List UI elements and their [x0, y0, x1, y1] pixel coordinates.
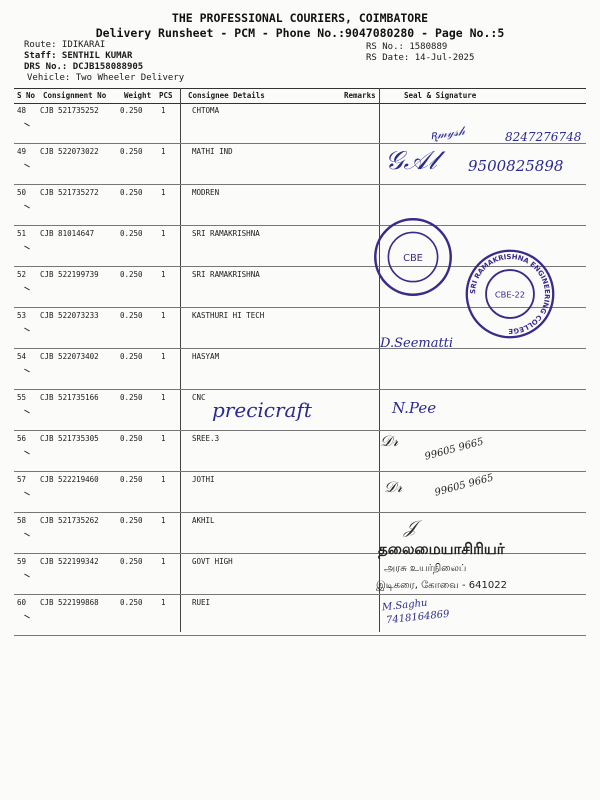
row-pcs: 1 — [161, 229, 166, 238]
row-pcs: 1 — [161, 557, 166, 566]
check-mark — [24, 205, 30, 209]
signature-49: 𝒢𝒜𝓁 — [385, 146, 437, 176]
route-label: Route: IDIKARAI — [24, 40, 106, 50]
row-pcs: 1 — [161, 147, 166, 156]
row-consignment-no: CJB 522073022 — [40, 147, 99, 156]
check-mark — [24, 164, 30, 168]
row-pcs: 1 — [161, 475, 166, 484]
row-sno: 54 — [17, 352, 27, 361]
col-weight: Weight — [124, 91, 152, 100]
row-sno: 48 — [17, 106, 27, 115]
signature-58: 𝒥 — [404, 517, 417, 538]
row-sno: 59 — [17, 557, 27, 566]
seal-college — [464, 248, 556, 340]
phone-48: 8247276748 — [505, 130, 582, 144]
row-weight: 0.250 — [120, 557, 143, 566]
row-pcs: 1 — [161, 106, 166, 115]
row-weight: 0.250 — [120, 147, 143, 156]
signature-57: 𝒟𝓇 — [384, 478, 403, 496]
stamp-school: அரசு உயர்நிலைப் — [384, 563, 467, 574]
check-mark — [24, 574, 30, 578]
row-consignment-no: CJB 521735305 — [40, 434, 99, 443]
row-pcs: 1 — [161, 598, 166, 607]
row-pcs: 1 — [161, 311, 166, 320]
number-56: 99605 9665 — [423, 436, 485, 463]
col-consignment: Consignment No — [43, 91, 107, 100]
col-seal: Seal & Signature — [404, 91, 477, 100]
row-consignment-no: CJB 521735252 — [40, 106, 99, 115]
row-pcs: 1 — [161, 393, 166, 402]
row-sno: 49 — [17, 147, 27, 156]
table-row — [14, 348, 586, 390]
check-mark — [24, 246, 30, 250]
seal-date: CBE-22 — [494, 289, 526, 300]
row-weight: 0.250 — [120, 270, 143, 279]
table-row — [14, 471, 586, 513]
row-pcs: 1 — [161, 352, 166, 361]
check-mark — [24, 287, 30, 291]
precicraft-note: precicraft — [212, 398, 312, 422]
row-weight: 0.250 — [120, 188, 143, 197]
row-weight: 0.250 — [120, 434, 143, 443]
rs-no-label: RS No.: 1580889 — [366, 42, 448, 52]
vehicle-label: Vehicle: Two Wheeler Delivery — [27, 73, 185, 83]
row-weight: 0.250 — [120, 229, 143, 238]
row-consignee: KASTHURI HI TECH — [192, 311, 265, 320]
name-54: D.Seematti — [380, 336, 454, 351]
table-row — [14, 594, 586, 636]
check-mark — [24, 615, 30, 619]
row-consignee: SRI RAMAKRISHNA — [192, 229, 260, 238]
col-sno: S No — [17, 91, 36, 100]
stamp-address: இடிகரை, கோவை - 641022 — [376, 580, 507, 591]
row-weight: 0.250 — [120, 311, 143, 320]
check-mark — [24, 410, 30, 414]
check-mark — [24, 369, 30, 373]
signature-60: M.Saghu — [381, 597, 428, 614]
rs-date-label: RS Date: 14-Jul-2025 — [366, 53, 475, 63]
row-sno: 55 — [17, 393, 27, 402]
row-consignment-no: CJB 521735166 — [40, 393, 99, 402]
row-consignee: SREE.3 — [192, 434, 220, 443]
row-sno: 50 — [17, 188, 27, 197]
row-consignee: JOTHI — [192, 475, 215, 484]
row-pcs: 1 — [161, 270, 166, 279]
row-pcs: 1 — [161, 516, 166, 525]
table-row — [14, 184, 586, 226]
row-consignment-no: CJB 522199868 — [40, 598, 99, 607]
seal-college-text: SRI RAMAKRISHNA ENGINEERING COLLEGE — [468, 252, 552, 335]
row-consignment-no: CJB 522073233 — [40, 311, 99, 320]
signature-55: N.Pee — [392, 399, 437, 417]
row-consignment-no: CJB 522073402 — [40, 352, 99, 361]
seal-stamp-round — [372, 216, 454, 298]
row-sno: 53 — [17, 311, 27, 320]
number-60: 7418164869 — [385, 608, 451, 627]
check-mark — [24, 451, 30, 455]
row-weight: 0.250 — [120, 393, 143, 402]
company-title: THE PROFESSIONAL COURIERS, COIMBATORE — [171, 11, 429, 25]
stamp-headmaster: தலைமையாசிரியர் — [378, 540, 505, 558]
row-consignee: HASYAM — [192, 352, 220, 361]
row-consignee: CHTOMA — [192, 106, 220, 115]
row-consignment-no: CJB 521735272 — [40, 188, 99, 197]
row-weight: 0.250 — [120, 106, 143, 115]
phone-49: 9500825898 — [468, 157, 564, 175]
row-consignee: RUEI — [192, 598, 211, 607]
check-mark — [24, 328, 30, 332]
row-consignment-no: CJB 521735262 — [40, 516, 99, 525]
drs-label: DRS No.: DCJB158088905 — [24, 62, 144, 72]
row-sno: 58 — [17, 516, 27, 525]
col-consignee: Consignee Details — [188, 91, 265, 100]
check-mark — [24, 123, 30, 127]
row-sno: 52 — [17, 270, 27, 279]
row-weight: 0.250 — [120, 598, 143, 607]
row-consignee: CNC — [192, 393, 206, 402]
row-weight: 0.250 — [120, 475, 143, 484]
row-consignment-no: CJB 522219460 — [40, 475, 99, 484]
row-pcs: 1 — [161, 434, 166, 443]
row-weight: 0.250 — [120, 352, 143, 361]
check-mark — [24, 492, 30, 496]
row-consignee: AKHIL — [192, 516, 215, 525]
table-row — [14, 102, 586, 144]
row-consignee: GOVT HIGH — [192, 557, 233, 566]
row-consignee: MATHI IND — [192, 147, 233, 156]
row-sno: 56 — [17, 434, 27, 443]
row-sno: 60 — [17, 598, 27, 607]
runsheet-title: Delivery Runsheet - PCM - Phone No.:9047080280 - Page No.:5 — [95, 26, 505, 40]
svg-text:CBE: CBE — [403, 253, 423, 265]
signature-48: ꭆ𝓂𝓎𝓈𝒽 — [429, 123, 466, 143]
signature-56: 𝒟𝓇 — [380, 432, 399, 450]
row-pcs: 1 — [161, 188, 166, 197]
row-consignee: MODREN — [192, 188, 220, 197]
col-pcs: PCS — [159, 91, 173, 100]
row-consignment-no: CJB 81014647 — [40, 229, 95, 238]
col-remarks: Remarks — [344, 91, 376, 100]
row-sno: 57 — [17, 475, 27, 484]
row-consignment-no: CJB 522199739 — [40, 270, 99, 279]
row-sno: 51 — [17, 229, 27, 238]
row-consignee: SRI RAMAKRISHNA — [192, 270, 260, 279]
row-consignment-no: CJB 522199342 — [40, 557, 99, 566]
check-mark — [24, 533, 30, 537]
staff-label: Staff: SENTHIL KUMAR — [24, 51, 133, 61]
number-57: 99605 9665 — [433, 472, 495, 499]
table-row — [14, 430, 586, 472]
row-weight: 0.250 — [120, 516, 143, 525]
